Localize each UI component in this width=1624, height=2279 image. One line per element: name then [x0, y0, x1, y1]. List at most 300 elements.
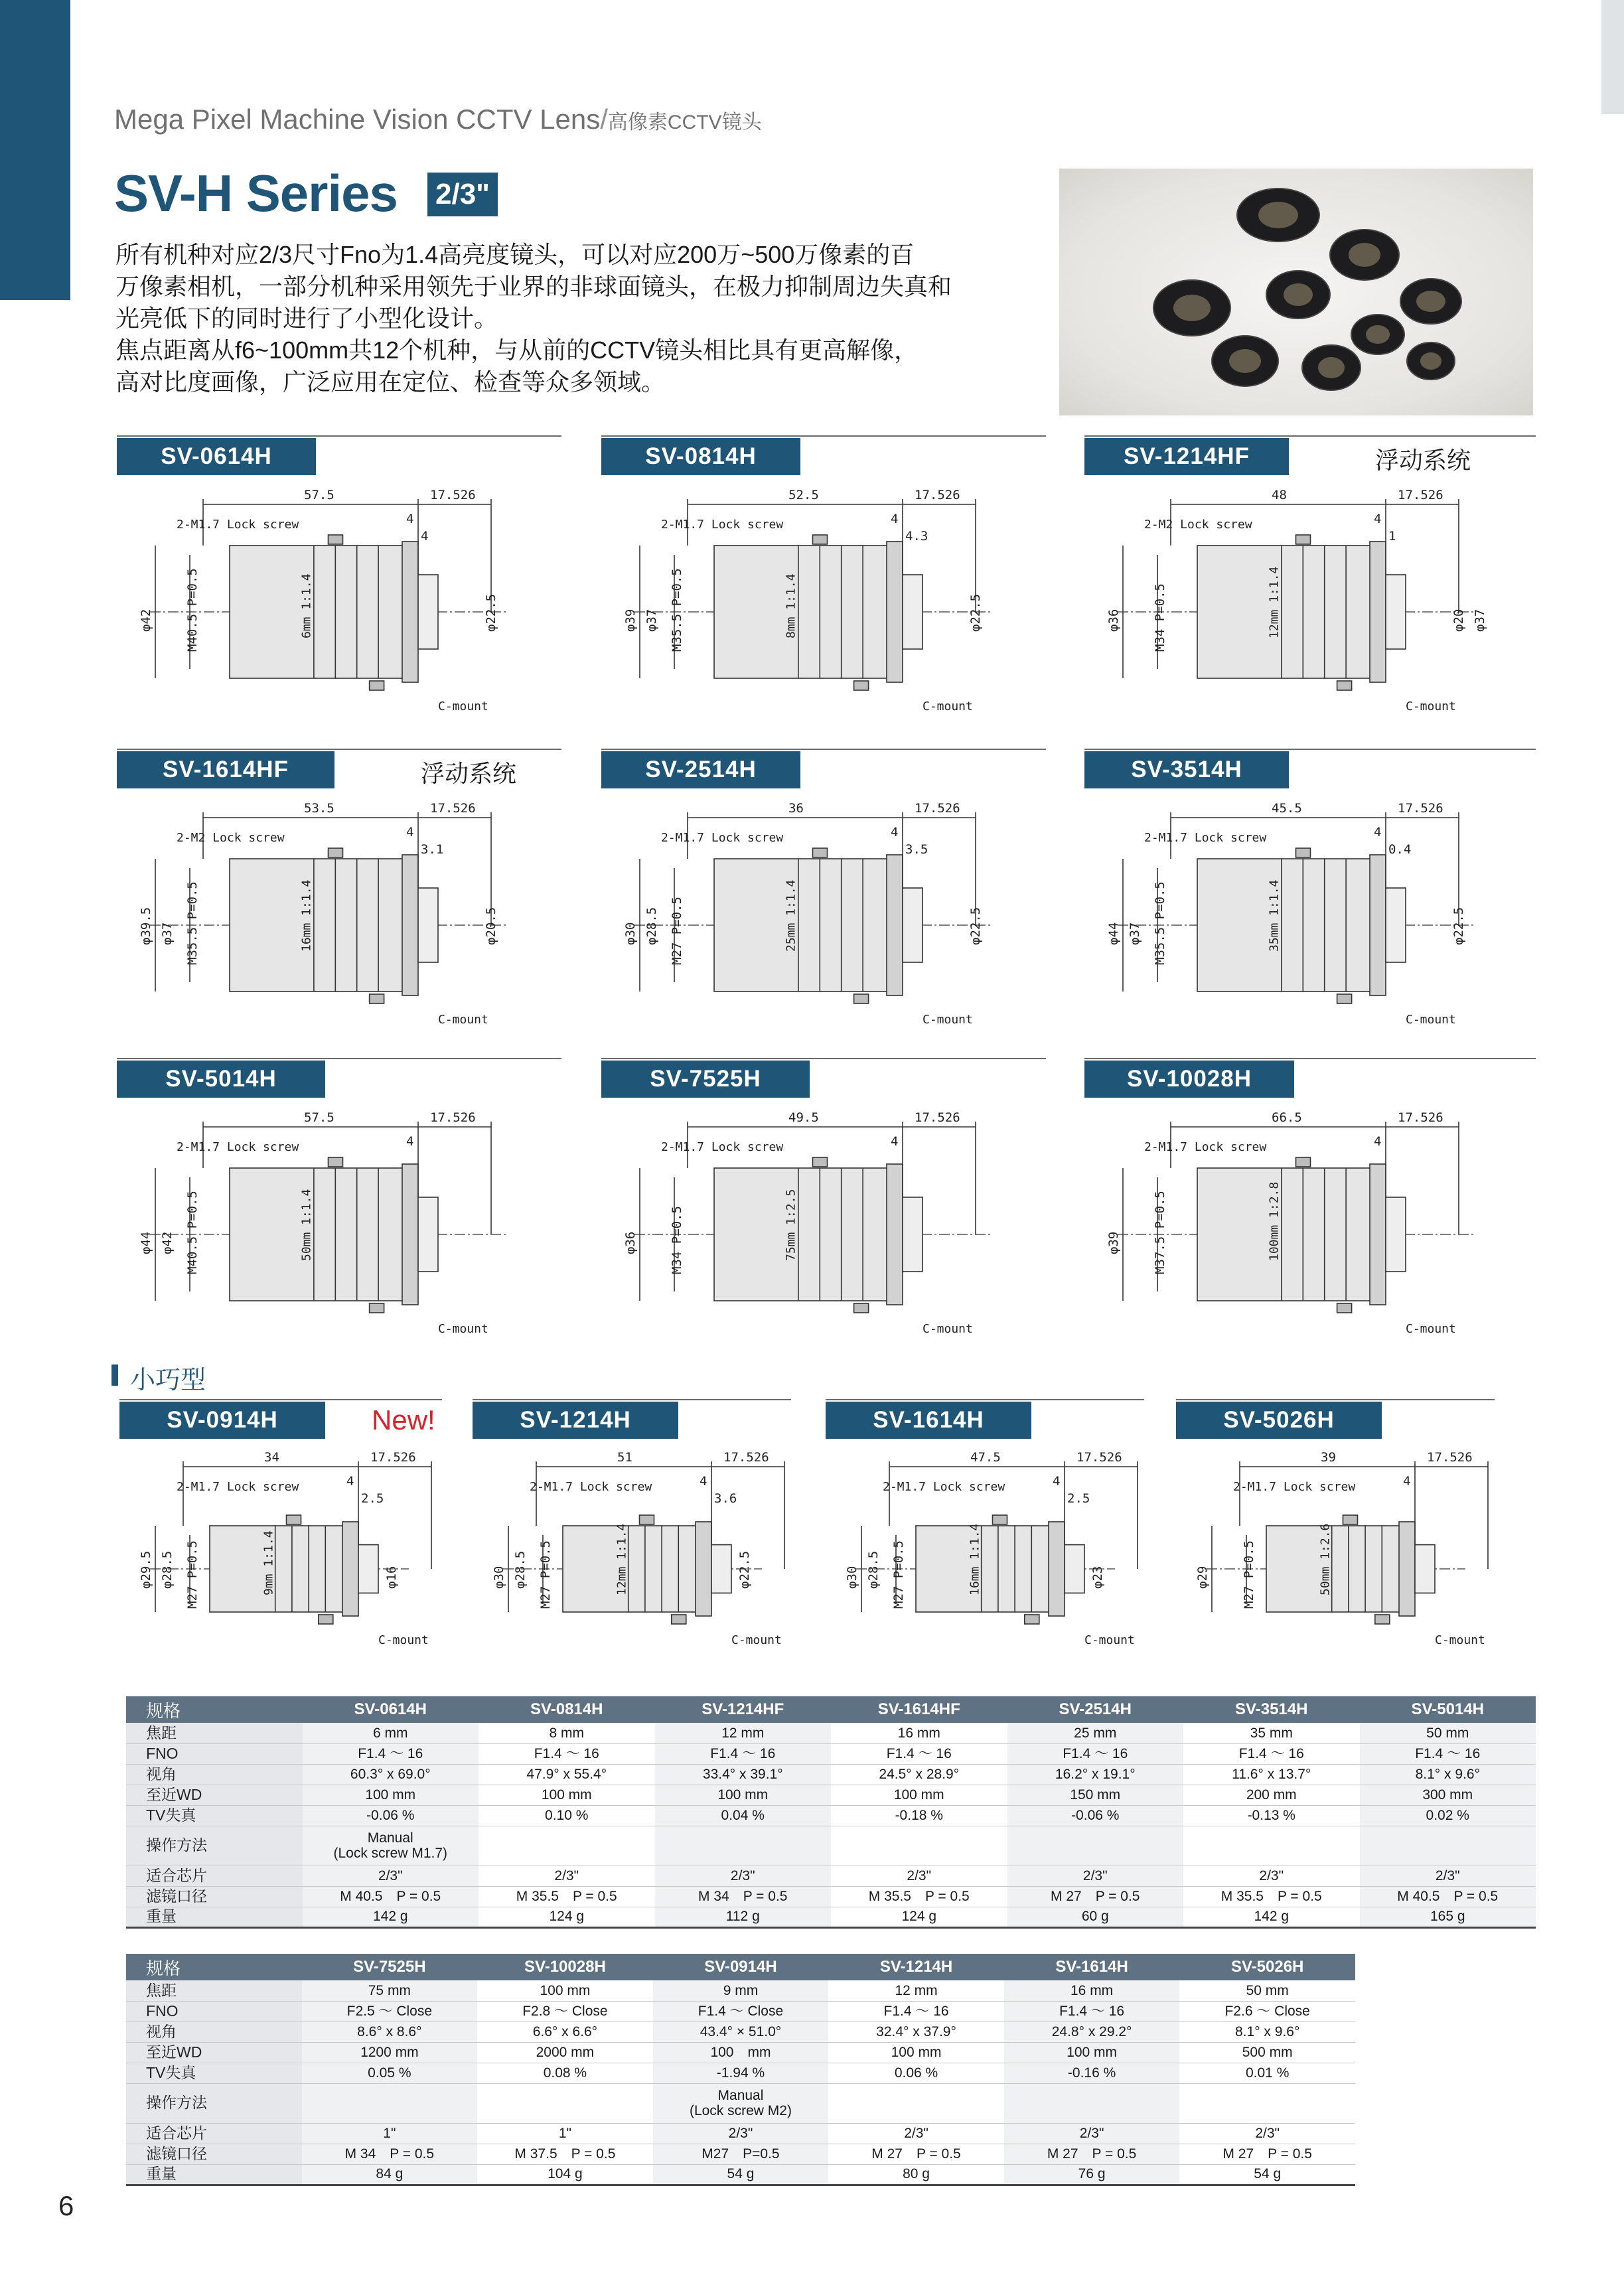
length-value: 53.5 — [304, 801, 334, 816]
lock-screw-top — [1343, 1515, 1358, 1524]
model-note: 浮动系统 — [421, 760, 517, 787]
lock-screw-top — [993, 1515, 1007, 1524]
column-header: SV-10028H — [477, 1954, 653, 1980]
table-cell: 2000 mm — [477, 2042, 653, 2063]
c-mount-thread — [418, 888, 438, 962]
table-cell: 0.04 % — [655, 1805, 832, 1826]
table-cell: 16 mm — [831, 1723, 1007, 1743]
table-cell — [1004, 2083, 1180, 2123]
page-edge-strip — [1601, 0, 1624, 114]
model-divider-line — [1084, 1058, 1536, 1059]
table-row — [126, 1826, 1536, 1866]
table-cell: 500 mm — [1179, 2042, 1355, 2063]
lens-barrel — [714, 859, 893, 992]
table-cell — [1007, 1826, 1184, 1866]
table-cell: 12 mm — [828, 1980, 1004, 2001]
rear-diameter-label: φ20.5 — [484, 907, 498, 945]
page-header — [114, 104, 762, 135]
flange-distance-value: 17.526 — [1398, 488, 1443, 502]
table-row — [126, 1743, 1536, 1764]
lens-dimension-drawing — [123, 1102, 535, 1347]
model-name-bar: SV-1214HF — [1084, 438, 1289, 475]
row-label: 适合芯片 — [126, 2123, 302, 2144]
c-mount-thread — [1415, 1545, 1435, 1593]
lock-screw-top — [640, 1515, 654, 1524]
model-name-bar: SV-3514H — [1084, 751, 1289, 788]
c-mount-thread — [358, 1545, 378, 1593]
table-cell: 2/3" — [1360, 1866, 1536, 1886]
focus-ring — [887, 1164, 903, 1305]
table-cell: 80 g — [828, 2164, 1004, 2185]
lens-dimension-drawing — [608, 479, 1019, 725]
lock-screw-bottom — [854, 1303, 869, 1313]
table-cell: -0.16 % — [1004, 2063, 1180, 2083]
table-cell: 2/3" — [1179, 2123, 1355, 2144]
table-cell: Manual (Lock screw M1.7) — [303, 1826, 479, 1866]
column-header: SV-1214H — [828, 1954, 1004, 1980]
table-cell: 9 mm — [653, 1980, 829, 2001]
new-badge: New! — [372, 1404, 435, 1435]
column-header: SV-0914H — [653, 1954, 829, 1980]
lens-drawing — [123, 1443, 435, 1658]
lock-screw-label: 2-M1.7 Lock screw — [1144, 1140, 1267, 1154]
lens-drawing — [1091, 479, 1503, 728]
outer-diameter-label: φ29.5 — [139, 1550, 153, 1589]
offset-value: 3.5 — [905, 842, 928, 857]
focus-ring — [1370, 855, 1386, 995]
filter-thread-label: M35.5 P=0.5 — [670, 568, 684, 652]
table-cell: 2/3" — [831, 1866, 1007, 1886]
lock-screw-label: 2-M1.7 Lock screw — [177, 1480, 299, 1494]
outer-diameter-label: φ44 — [139, 1231, 153, 1254]
page-number: 6 — [58, 2190, 74, 2221]
inner-diameter-label: φ28.5 — [644, 907, 659, 945]
table-cell: 2/3" — [1004, 2123, 1180, 2144]
row-label: TV失真 — [126, 2063, 302, 2083]
table-cell: 60 g — [1007, 1907, 1184, 1927]
table-cell — [1360, 1826, 1536, 1866]
focus-ring — [402, 855, 418, 995]
table-cell: 124 g — [479, 1907, 655, 1927]
table-cell: 11.6° x 13.7° — [1183, 1764, 1360, 1785]
intro-text — [115, 239, 1058, 398]
focus-ring — [342, 1522, 358, 1616]
lens-drawing — [477, 1443, 788, 1658]
model-divider-line — [1084, 749, 1536, 750]
table-cell: 100 mm — [655, 1785, 832, 1805]
focal-marking: 8mm 1:1.4 — [784, 573, 798, 638]
flange-distance-value: 17.526 — [1076, 1450, 1122, 1465]
offset-value: 2.5 — [361, 1491, 384, 1506]
spec-table-2 — [126, 1954, 1355, 2186]
row-label: 操作方法 — [126, 1826, 303, 1866]
table-cell: 35 mm — [1183, 1723, 1360, 1743]
flange-distance-value: 17.526 — [430, 488, 476, 502]
table-cell: 150 mm — [1007, 1785, 1184, 1805]
lock-screw-label: 2-M2 Lock screw — [1144, 518, 1252, 532]
table-cell: 47.9° x 55.4° — [479, 1764, 655, 1785]
lock-screw-bottom — [1375, 1615, 1390, 1624]
column-header: SV-0614H — [303, 1696, 479, 1723]
lock-screw-top — [1296, 535, 1311, 544]
filter-thread-label: M34 P=0.5 — [670, 1206, 684, 1274]
header-title-cn: 高像素CCTV镜头 — [607, 111, 762, 133]
lens-dimension-drawing — [1091, 1102, 1503, 1347]
table-cell: 54 g — [1179, 2164, 1355, 2185]
table-cell: 33.4° x 39.1° — [655, 1764, 832, 1785]
model-divider-line — [826, 1399, 1144, 1400]
length-value: 57.5 — [304, 1110, 334, 1125]
filter-thread-label: M27 P=0.5 — [185, 1540, 200, 1609]
table-cell — [302, 2083, 478, 2123]
length-value: 39 — [1321, 1450, 1336, 1465]
row-label: 至近WD — [126, 1785, 303, 1805]
table-cell: 8.1° x 9.6° — [1360, 1764, 1536, 1785]
table-cell: 0.01 % — [1179, 2063, 1355, 2083]
row-label: 至近WD — [126, 2042, 302, 2063]
table-cell — [477, 2083, 653, 2123]
filter-thread-label: M35.5 P=0.5 — [185, 881, 200, 965]
offset-value: 4 — [346, 1474, 354, 1489]
row-label: FNO — [126, 2001, 302, 2022]
table-cell: M 34 P = 0.5 — [655, 1886, 832, 1907]
focus-ring — [887, 542, 903, 682]
rear-diameter-label: φ20 — [1451, 609, 1466, 632]
rear-diameter-label: φ23 — [1090, 1566, 1105, 1589]
table-cell: F1.4 ～ 16 — [1007, 1743, 1184, 1764]
outer-diameter-label: φ39 — [623, 609, 638, 632]
table-cell: 112 g — [655, 1907, 832, 1927]
lock-screw-bottom — [370, 681, 384, 690]
inner-diameter-label: φ37 — [160, 922, 175, 945]
table-cell: 6 mm — [303, 1723, 479, 1743]
lens-drawing — [608, 792, 1019, 1041]
table-cell: 200 mm — [1183, 1785, 1360, 1805]
focus-ring — [402, 1164, 418, 1305]
offset-value: 4 — [1053, 1474, 1061, 1489]
filter-thread-label: M37.5 P=0.5 — [1153, 1191, 1167, 1274]
filter-thread-label: M35.5 P=0.5 — [1153, 881, 1167, 965]
intro-line: 光亮低下的同时进行了小型化设计。 — [115, 305, 498, 332]
c-mount-label: C-mount — [1406, 1322, 1456, 1336]
focus-ring — [696, 1522, 711, 1616]
lens-drawing — [1091, 792, 1503, 1041]
length-value: 57.5 — [304, 488, 334, 502]
table-cell: 100 mm — [479, 1785, 655, 1805]
length-value: 47.5 — [970, 1450, 1001, 1465]
offset-value: 4 — [406, 825, 414, 840]
offset-value: 4 — [406, 512, 414, 526]
outer-diameter-label: φ44 — [1106, 922, 1121, 945]
table-cell: 60.3° x 69.0° — [303, 1764, 479, 1785]
table-row — [126, 2063, 1355, 2083]
offset-value: 4 — [1374, 1134, 1382, 1149]
c-mount-thread — [418, 575, 438, 649]
table-cell: 8.6° x 8.6° — [302, 2022, 478, 2042]
focus-ring — [1049, 1522, 1065, 1616]
header-separator: / — [600, 104, 608, 135]
table-cell: M 34 P = 0.5 — [302, 2144, 478, 2164]
table-cell: 2/3" — [828, 2123, 1004, 2144]
table-cell: 2/3" — [303, 1866, 479, 1886]
intro-line: 焦点距离从f6~100mm共12个机种，与从前的CCTV镜头相比具有更高解像， — [115, 336, 919, 364]
table-cell: 8.1° x 9.6° — [1179, 2022, 1355, 2042]
offset-value: 4 — [1374, 512, 1382, 526]
offset-value: 4 — [891, 1134, 899, 1149]
model-divider-line — [601, 749, 1046, 750]
lens-drawing — [123, 792, 535, 1041]
c-mount-label: C-mount — [438, 1322, 488, 1336]
inner-diameter-label: φ37 — [1128, 922, 1142, 945]
table-cell: 76 g — [1004, 2164, 1180, 2185]
lock-screw-label: 2-M1.7 Lock screw — [883, 1480, 1005, 1494]
filter-thread-label: M27 P=0.5 — [670, 897, 684, 965]
table-cell: 124 g — [831, 1907, 1007, 1927]
outer-diameter-label: φ36 — [623, 1231, 638, 1254]
c-mount-thread — [418, 1197, 438, 1272]
lock-screw-label: 2-M1.7 Lock screw — [177, 518, 299, 532]
intro-line: 高对比度画像，广泛应用在定位、检查等众多领域。 — [115, 368, 666, 396]
column-header: SV-3514H — [1183, 1696, 1360, 1723]
table-row — [126, 1764, 1536, 1785]
column-header: SV-1614HF — [831, 1696, 1007, 1723]
c-mount-label: C-mount — [923, 1322, 973, 1336]
table-cell — [831, 1826, 1007, 1866]
table-row — [126, 1907, 1536, 1927]
table-cell: 50 mm — [1360, 1723, 1536, 1743]
table-cell: 2/3" — [1183, 1866, 1360, 1886]
focal-marking: 25mm 1:1.4 — [784, 879, 798, 952]
focus-ring — [402, 542, 418, 682]
lens-barrel — [563, 1523, 702, 1612]
column-header: SV-5026H — [1179, 1954, 1355, 1980]
lens-dimension-drawing — [123, 1443, 435, 1655]
intro-line: 所有机种对应2/3尺寸Fno为1.4高亮度镜头，可以对应200万~500万像素的百 — [115, 241, 915, 268]
model-divider-line — [119, 1399, 442, 1400]
lock-screw-top — [287, 1515, 301, 1524]
table-cell: 84 g — [302, 2164, 478, 2185]
lock-screw-top — [329, 1157, 343, 1167]
inner-diameter-label: φ28.5 — [866, 1550, 881, 1589]
model-name-bar: SV-1614HF — [117, 751, 334, 788]
lock-screw-bottom — [370, 994, 384, 1003]
filter-thread-label: M27 P=0.5 — [538, 1540, 553, 1609]
length-value: 66.5 — [1272, 1110, 1302, 1125]
table-header-row — [126, 1696, 1536, 1723]
focal-marking: 9mm 1:1.4 — [261, 1530, 276, 1595]
rear-diameter-label: φ22.5 — [737, 1550, 752, 1589]
table-cell: 0.08 % — [477, 2063, 653, 2083]
inner-diameter-label: φ28.5 — [513, 1550, 528, 1589]
model-divider-line — [1176, 1399, 1495, 1400]
column-header: SV-7525H — [302, 1954, 478, 1980]
table-header-row — [126, 1954, 1355, 1980]
table-cell: 100 mm — [1004, 2042, 1180, 2063]
outer-diameter-label: φ30 — [492, 1566, 506, 1589]
flange-distance-value: 17.526 — [1427, 1450, 1473, 1465]
row-label: 重量 — [126, 2164, 302, 2185]
model-divider-line — [117, 749, 561, 750]
table-cell: 300 mm — [1360, 1785, 1536, 1805]
c-mount-thread — [711, 1545, 731, 1593]
table-cell: -1.94 % — [653, 2063, 829, 2083]
filter-thread-label: M40.5 P=0.5 — [185, 1191, 200, 1274]
table-cell: 2/3" — [479, 1866, 655, 1886]
focus-ring — [1370, 542, 1386, 682]
lock-screw-bottom — [672, 1615, 686, 1624]
table-cell: 0.05 % — [302, 2063, 478, 2083]
compact-section-title: 小巧型 — [130, 1366, 206, 1394]
filter-thread-label: M27 P=0.5 — [1242, 1540, 1256, 1609]
section-marker — [111, 1364, 118, 1386]
lock-screw-bottom — [1337, 994, 1352, 1003]
table-cell: F2.6 ～ Close — [1179, 2001, 1355, 2022]
inner-diameter-label: φ28.5 — [160, 1550, 175, 1589]
table-cell — [479, 1826, 655, 1866]
c-mount-label: C-mount — [731, 1633, 782, 1647]
lens-drawing — [608, 479, 1019, 728]
c-mount-thread — [903, 888, 923, 962]
rear-diameter-label: φ37 — [1473, 609, 1487, 632]
lens-barrel — [714, 546, 893, 678]
offset-value: 4 — [421, 529, 429, 544]
offset-value: 3.6 — [714, 1491, 737, 1506]
table-cell: 100 mm — [303, 1785, 479, 1805]
lens-dimension-drawing — [123, 479, 535, 725]
c-mount-thread — [1386, 1197, 1406, 1272]
lens-dimension-drawing — [1091, 792, 1503, 1038]
lens-drawing — [1180, 1443, 1492, 1658]
model-divider-line — [117, 435, 561, 437]
inner-diameter-label: φ42 — [160, 1231, 175, 1254]
table-cell: 8 mm — [479, 1723, 655, 1743]
lock-screw-label: 2-M1.7 Lock screw — [661, 1140, 784, 1154]
table-cell: 142 g — [1183, 1907, 1360, 1927]
rear-diameter-label: φ22.5 — [484, 593, 498, 632]
outer-diameter-label: φ42 — [139, 609, 153, 632]
lock-screw-top — [1296, 848, 1311, 857]
flange-distance-value: 17.526 — [915, 1110, 960, 1125]
row-label: 滤镜口径 — [126, 2144, 302, 2164]
table-cell: 24.8° x 29.2° — [1004, 2022, 1180, 2042]
table-row — [126, 2164, 1355, 2185]
table-cell: F1.4 ～ 16 — [479, 1743, 655, 1764]
table-cell: 25 mm — [1007, 1723, 1184, 1743]
model-divider-line — [117, 1058, 561, 1059]
table-cell: 32.4° x 37.9° — [828, 2022, 1004, 2042]
length-value: 45.5 — [1272, 801, 1302, 816]
c-mount-label: C-mount — [1406, 1013, 1456, 1027]
table-cell: 0.02 % — [1360, 1805, 1536, 1826]
c-mount-thread — [903, 1197, 923, 1272]
lock-screw-label: 2-M1.7 Lock screw — [530, 1480, 652, 1494]
table-cell: M 35.5 P = 0.5 — [831, 1886, 1007, 1907]
table-cell: 2/3" — [1007, 1866, 1184, 1886]
table-cell: M 40.5 P = 0.5 — [1360, 1886, 1536, 1907]
lens-dimension-drawing — [830, 1443, 1142, 1655]
table-cell: 75 mm — [302, 1980, 478, 2001]
column-header: SV-5014H — [1360, 1696, 1536, 1723]
table-cell: 16.2° x 19.1° — [1007, 1764, 1184, 1785]
table-cell: 54 g — [653, 2164, 829, 2185]
model-name-bar: SV-1614H — [826, 1402, 1031, 1439]
table-cell: 6.6° x 6.6° — [477, 2022, 653, 2042]
rear-diameter-label: φ22.5 — [968, 593, 983, 632]
series-title: SV-H Series — [114, 164, 398, 222]
lens-drawing — [1091, 1102, 1503, 1351]
table-cell — [1183, 1826, 1360, 1866]
c-mount-thread — [1065, 1545, 1084, 1593]
lens-barrel — [916, 1523, 1055, 1612]
model-name-bar: SV-0814H — [601, 438, 800, 475]
offset-value: 2.5 — [1067, 1491, 1090, 1506]
row-label: FNO — [126, 1743, 303, 1764]
table-cell — [655, 1826, 832, 1866]
c-mount-label: C-mount — [1084, 1633, 1135, 1647]
focal-marking: 35mm 1:1.4 — [1267, 879, 1282, 952]
table-cell: F1.4 ～ 16 — [655, 1743, 832, 1764]
lens-dimension-drawing — [608, 1102, 1019, 1347]
lock-screw-label: 2-M1.7 Lock screw — [1144, 831, 1267, 845]
offset-value: 0.4 — [1388, 842, 1412, 857]
table-row — [126, 1723, 1536, 1743]
table-cell: 100 mm — [477, 1980, 653, 2001]
flange-distance-value: 17.526 — [370, 1450, 416, 1465]
table-cell: F1.4 ～ 16 — [1360, 1743, 1536, 1764]
table-cell: F1.4 ～ 16 — [831, 1743, 1007, 1764]
focal-marking: 16mm 1:1.4 — [299, 879, 314, 952]
table-cell: M 27 P = 0.5 — [1179, 2144, 1355, 2164]
outer-diameter-label: φ30 — [845, 1566, 859, 1589]
c-mount-thread — [1386, 888, 1406, 962]
lock-screw-bottom — [854, 681, 869, 690]
table-cell: 100 mm — [653, 2042, 829, 2063]
offset-value: 4 — [891, 825, 899, 840]
table-cell: F2.8 ～ Close — [477, 2001, 653, 2022]
table-cell: M 35.5 P = 0.5 — [479, 1886, 655, 1907]
model-name-bar: SV-1214H — [473, 1402, 678, 1439]
table-row — [126, 2123, 1355, 2144]
filter-thread-label: M34 P=0.5 — [1153, 583, 1167, 652]
lock-screw-bottom — [1025, 1615, 1039, 1624]
length-value: 49.5 — [788, 1110, 819, 1125]
table-cell: 0.10 % — [479, 1805, 655, 1826]
table-cell: 1200 mm — [302, 2042, 478, 2063]
lock-screw-top — [1296, 1157, 1311, 1167]
table-row — [126, 1785, 1536, 1805]
focus-ring — [887, 855, 903, 995]
offset-value: 4 — [1403, 1474, 1411, 1489]
lens-barrel — [210, 1526, 349, 1612]
lens-product-photo — [1059, 169, 1533, 415]
offset-value: 4 — [891, 512, 899, 526]
model-name-bar: SV-2514H — [601, 751, 800, 788]
flange-distance-value: 17.526 — [1398, 801, 1443, 816]
table-cell: -0.06 % — [303, 1805, 479, 1826]
lock-screw-label: 2-M1.7 Lock screw — [177, 1140, 299, 1154]
table-cell: 2/3" — [655, 1866, 832, 1886]
table-cell: M27 P=0.5 — [653, 2144, 829, 2164]
table-row — [126, 2022, 1355, 2042]
lens-drawing — [608, 1102, 1019, 1351]
model-name-bar: SV-5014H — [117, 1061, 325, 1098]
table-row — [126, 1886, 1536, 1907]
c-mount-label: C-mount — [923, 699, 973, 713]
focal-marking: 75mm 1:2.5 — [784, 1189, 798, 1261]
focus-ring — [1399, 1522, 1415, 1616]
offset-value: 3.1 — [421, 842, 444, 857]
table-cell: 100 mm — [828, 2042, 1004, 2063]
